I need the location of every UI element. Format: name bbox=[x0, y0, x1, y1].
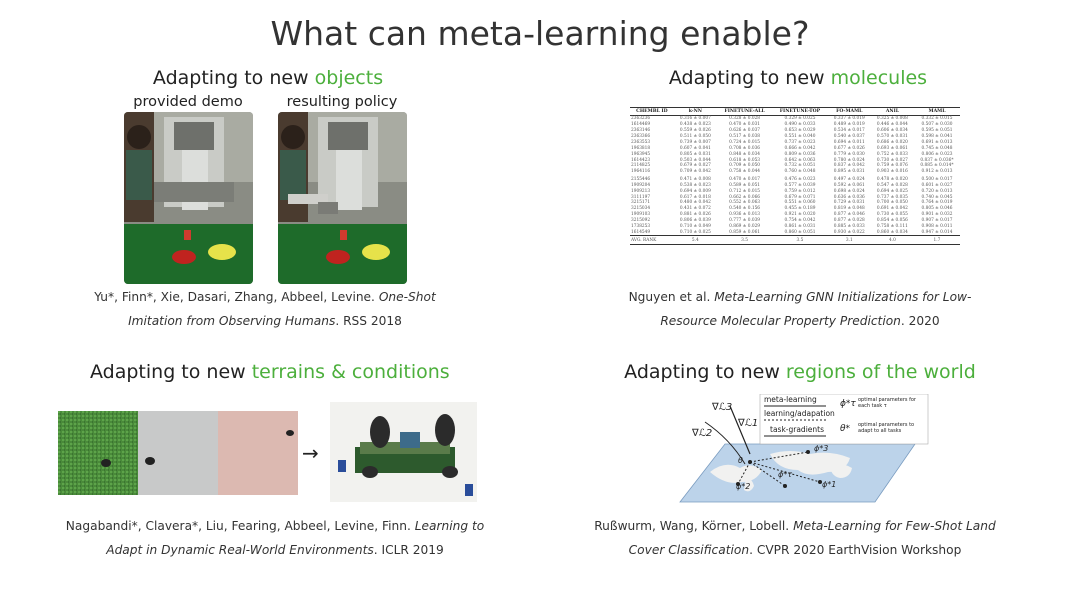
table-cell: 0.551 ± 0.040 bbox=[784, 134, 816, 140]
table-header-cell: FO-MAML bbox=[828, 108, 871, 116]
legend-meta-learning: meta-learning bbox=[764, 395, 817, 404]
table-cell: 0.729 ± 0.031 bbox=[833, 200, 865, 206]
table-cell: 0.666 ± 0.042 bbox=[784, 145, 816, 151]
table-cell: 0.930 ± 0.022 bbox=[833, 229, 865, 235]
table-cell: 0.724 ± 0.015 bbox=[729, 139, 761, 145]
table-cell: 0.489 ± 0.019 bbox=[833, 122, 865, 128]
table-header-row bbox=[630, 108, 960, 116]
table-cell: 0.936 ± 0.013 bbox=[729, 212, 761, 218]
table-cell: 0.438 ± 0.023 bbox=[679, 122, 711, 128]
table-cell: 0.709 ± 0.050 bbox=[729, 163, 761, 169]
table-cell: 0.497 ± 0.024 bbox=[833, 176, 865, 182]
table-cell: 0.709 ± 0.042 bbox=[679, 169, 711, 175]
table-cell: 3215171 bbox=[631, 200, 651, 206]
table-cell: 0.662 ± 0.066 bbox=[729, 194, 761, 200]
avg-rank-row bbox=[630, 236, 960, 245]
table-cell: 0.691 ± 0.013 bbox=[921, 139, 953, 145]
grad-l2-label: ∇ℒ2 bbox=[692, 428, 713, 439]
table-cell: 0.693 ± 0.061 bbox=[876, 145, 908, 151]
table-cell: 0.476 ± 0.023 bbox=[784, 176, 816, 182]
table-cell: 2363366 bbox=[631, 134, 651, 140]
heading-highlight: terrains & conditions bbox=[251, 361, 450, 383]
table-cell: 0.859 ± 0.061 bbox=[729, 229, 761, 235]
legend-task-gradients: task-gradients bbox=[770, 425, 824, 434]
arrow-right-icon: → bbox=[302, 441, 319, 465]
table-cell: 1963818 bbox=[631, 145, 651, 151]
table-cell: 0.595 ± 0.051 bbox=[921, 128, 953, 134]
table-cell: 0.730 ± 0.027 bbox=[876, 157, 908, 163]
table-cell: 0.471 ± 0.008 bbox=[679, 176, 711, 182]
table-cell: 0.470 ± 0.017 bbox=[729, 176, 761, 182]
table-cell: 0.470 ± 0.031 bbox=[729, 122, 761, 128]
theta-star-desc-line: optimal parameters to bbox=[858, 422, 915, 428]
slide-title: What can meta-learning enable? bbox=[270, 14, 810, 53]
phitau-label: ϕ*τ bbox=[778, 470, 793, 479]
table-cell: 0.907 ± 0.017 bbox=[921, 218, 953, 224]
terrains-citation bbox=[40, 514, 510, 562]
phi-star-desc-line: optimal parameters for bbox=[858, 397, 916, 403]
table-cell: 0.592 ± 0.061 bbox=[833, 182, 865, 188]
table-cell: 0.921 ± 0.020 bbox=[784, 212, 816, 218]
table-cell: 3.5 bbox=[717, 236, 772, 245]
table-cell: 0.606 ± 0.034 bbox=[876, 128, 908, 134]
table-cell: 0.617 ± 0.018 bbox=[679, 194, 711, 200]
results-table bbox=[630, 107, 960, 275]
table-cell: 0.679 ± 0.027 bbox=[679, 163, 711, 169]
table-cell: 0.901 ± 0.032 bbox=[921, 212, 953, 218]
table-cell: 1614423 bbox=[631, 157, 651, 163]
citation-venue: . CVPR 2020 EarthVision Workshop bbox=[749, 543, 962, 557]
table-cell: 0.805 ± 0.031 bbox=[679, 151, 711, 157]
table-cell: 0.759 ± 0.012 bbox=[784, 188, 816, 194]
terrain-strip bbox=[58, 411, 298, 495]
table-cell: 0.720 ± 0.013 bbox=[921, 188, 953, 194]
table-cell: 0.316 ± 0.007 bbox=[679, 116, 711, 122]
table-cell: 3215034 bbox=[631, 206, 651, 212]
table-cell: 0.332 ± 0.015 bbox=[921, 116, 953, 122]
citation-title: Learning to bbox=[414, 519, 485, 533]
table-cell: 0.517 ± 0.038 bbox=[729, 134, 761, 140]
table-cell: 1964116 bbox=[631, 169, 651, 175]
phi-star-desc-line: each task τ bbox=[858, 403, 887, 409]
citation-venue: . RSS 2018 bbox=[335, 314, 402, 328]
table-cell: 0.551 ± 0.060 bbox=[784, 200, 816, 206]
table-cell: 0.777 ± 0.039 bbox=[729, 218, 761, 224]
table-cell: 0.848 ± 0.034 bbox=[729, 151, 761, 157]
theta-label: θ bbox=[738, 456, 743, 465]
citation-authors: Nagabandi*, Clavera*, Liu, Fearing, Abbeel, Levine, Finn. bbox=[65, 519, 415, 533]
table-cell: 0.710 ± 0.025 bbox=[679, 229, 711, 235]
table-cell: 2155446 bbox=[631, 176, 651, 182]
heading-highlight: molecules bbox=[830, 67, 928, 89]
molecules-citation bbox=[600, 285, 1000, 333]
table-cell: 0.732 ± 0.051 bbox=[784, 163, 816, 169]
table-cell: 2363553 bbox=[631, 139, 651, 145]
table-cell: 0.480 ± 0.042 bbox=[679, 200, 711, 206]
citation-title: Meta-Learning for Few-Shot Land bbox=[793, 519, 996, 533]
table-header-cell: ANIL bbox=[871, 108, 914, 116]
table-cell: 0.854 ± 0.056 bbox=[876, 218, 908, 224]
table-cell: 0.626 ± 0.037 bbox=[729, 128, 761, 134]
table-cell: 0.708 ± 0.036 bbox=[729, 145, 761, 151]
table-cell: 0.779 ± 0.030 bbox=[833, 151, 865, 157]
table-cell: 3215092 bbox=[631, 218, 651, 224]
table-cell: 0.877 ± 0.028 bbox=[833, 218, 865, 224]
table-cell: 0.745 ± 0.048 bbox=[921, 145, 953, 151]
table-cell: 0.589 ± 0.051 bbox=[729, 182, 761, 188]
phi-star-symbol: ϕ*τ bbox=[840, 399, 856, 409]
table-cell: 0.780 ± 0.024 bbox=[833, 157, 865, 163]
table-cell: 1963945 bbox=[631, 151, 651, 157]
table-cell: 0.598 ± 0.041 bbox=[921, 134, 953, 140]
table-cell: 0.837 ± 0.042 bbox=[833, 163, 865, 169]
heading-highlight: regions of the world bbox=[785, 361, 976, 383]
table-cell: 5.4 bbox=[674, 236, 717, 245]
table-header-cell: k-NN bbox=[674, 108, 717, 116]
citation-authors: Nguyen et al. bbox=[628, 290, 715, 304]
demo-photo bbox=[124, 112, 253, 284]
table-cell: 0.686 ± 0.020 bbox=[876, 139, 908, 145]
table-cell: 0.694 ± 0.009 bbox=[679, 188, 711, 194]
table-cell: 0.881 ± 0.026 bbox=[679, 212, 711, 218]
molecules-heading bbox=[640, 67, 956, 89]
table-cell: 1.7 bbox=[914, 236, 960, 245]
table-cell: 0.691 ± 0.042 bbox=[876, 206, 908, 212]
table-cell: 0.540 ± 0.156 bbox=[729, 206, 761, 212]
table-cell: 0.739 ± 0.007 bbox=[679, 139, 711, 145]
table-cell: 0.547 ± 0.028 bbox=[876, 182, 908, 188]
heading-highlight: objects bbox=[314, 67, 384, 89]
table-cell: 1738253 bbox=[631, 223, 651, 229]
table-cell: 0.653 ± 0.029 bbox=[784, 128, 816, 134]
table-cell: 0.601 ± 0.027 bbox=[921, 182, 953, 188]
phi2-label: ϕ*2 bbox=[736, 482, 751, 491]
table-cell: 0.570 ± 0.031 bbox=[876, 134, 908, 140]
phi1-label: ϕ*1 bbox=[822, 480, 837, 489]
table-cell: 0.694 ± 0.025 bbox=[876, 188, 908, 194]
table-cell: 0.760 ± 0.048 bbox=[784, 169, 816, 175]
heading-prefix: Adapting to new bbox=[668, 67, 831, 89]
terrains-heading bbox=[90, 361, 450, 383]
table-cell: 2363236 bbox=[631, 116, 651, 122]
resulting-policy-label: resulting policy bbox=[286, 94, 398, 110]
table-cell: 3.5 bbox=[772, 236, 827, 245]
table-cell: 4.0 bbox=[871, 236, 914, 245]
table-cell: 1909204 bbox=[631, 182, 651, 188]
table-cell: 0.885 ± 0.014* bbox=[920, 163, 954, 169]
table-cell: 0.819 ± 0.048 bbox=[833, 206, 865, 212]
table-cell: 0.679 ± 0.071 bbox=[784, 194, 816, 200]
table-cell: 0.861 ± 0.031 bbox=[784, 223, 816, 229]
heading-prefix: Adapting to new bbox=[152, 67, 315, 89]
table-cell: 2114825 bbox=[631, 163, 651, 169]
table-cell: 0.754 ± 0.042 bbox=[784, 218, 816, 224]
table-cell: 0.947 ± 0.014 bbox=[921, 229, 953, 235]
heading-prefix: Adapting to new bbox=[90, 361, 252, 383]
robot-photo bbox=[330, 402, 477, 502]
table-cell: 0.806 ± 0.023 bbox=[921, 151, 953, 157]
citation-authors: Rußwurm, Wang, Körner, Lobell. bbox=[594, 519, 794, 533]
table-cell: 0.534 ± 0.017 bbox=[833, 128, 865, 134]
table-cell: 0.912 ± 0.013 bbox=[921, 169, 953, 175]
citation-title: Resource Molecular Property Prediction bbox=[660, 314, 901, 328]
table-cell: 0.698 ± 0.024 bbox=[833, 188, 865, 194]
table-cell: 0.511 ± 0.050 bbox=[679, 134, 711, 140]
table-cell: 2363146 bbox=[631, 128, 651, 134]
table-cell: 0.431 ± 0.072 bbox=[679, 206, 711, 212]
table-cell: 0.500 ± 0.017 bbox=[921, 176, 953, 182]
policy-photo bbox=[278, 112, 407, 284]
phi3-label: ϕ*3 bbox=[814, 444, 829, 453]
table-cell: 0.806 ± 0.039 bbox=[679, 218, 711, 224]
objects-citation bbox=[60, 285, 470, 333]
table-cell: 0.677 ± 0.026 bbox=[833, 145, 865, 151]
citation-title: Meta-Learning GNN Initializations for Low- bbox=[714, 290, 972, 304]
table-cell: 1909103 bbox=[631, 212, 651, 218]
heading-prefix: Adapting to new bbox=[624, 361, 786, 383]
provided-demo-label: provided demo bbox=[133, 94, 243, 110]
objects-heading bbox=[110, 67, 426, 89]
citation-title: Cover Classification bbox=[628, 543, 750, 557]
table-cell: 0.764 ± 0.019 bbox=[921, 200, 953, 206]
table-cell: 0.329 ± 0.025 bbox=[784, 116, 816, 122]
table-cell: 0.694 ± 0.011 bbox=[833, 139, 865, 145]
table-cell: 0.809 ± 0.036 bbox=[784, 151, 816, 157]
table-cell: 3111197 bbox=[631, 194, 651, 200]
theta-star-desc-line: adapt to all tasks bbox=[858, 428, 902, 434]
table-cell: 0.908 ± 0.011 bbox=[921, 223, 953, 229]
table-cell: 0.538 ± 0.023 bbox=[679, 182, 711, 188]
table-cell: 0.869 ± 0.029 bbox=[729, 223, 761, 229]
table-cell: 0.559 ± 0.026 bbox=[679, 128, 711, 134]
table-cell: 0.446 ± 0.044 bbox=[876, 122, 908, 128]
table-cell: 0.337 ± 0.019 bbox=[833, 116, 865, 122]
table-cell: 0.758 ± 0.044 bbox=[729, 169, 761, 175]
table-cell: 0.885 ± 0.033 bbox=[833, 223, 865, 229]
table-header-cell: CHEMBL ID bbox=[630, 108, 674, 116]
table-cell: 0.837 ± 0.036* bbox=[920, 157, 954, 163]
table-cell: 0.636 ± 0.036 bbox=[833, 194, 865, 200]
table-cell: 0.860 ± 0.034 bbox=[876, 229, 908, 235]
table-cell: 0.877 ± 0.046 bbox=[833, 212, 865, 218]
theta-star-symbol: θ* bbox=[840, 424, 851, 434]
table-row bbox=[630, 175, 960, 183]
meta-learning-diagram bbox=[650, 394, 940, 506]
citation-title: Adapt in Dynamic Real-World Environments bbox=[106, 543, 374, 557]
table-cell: 0.700 ± 0.050 bbox=[876, 200, 908, 206]
table-cell: 0.507 ± 0.030 bbox=[921, 122, 953, 128]
table-cell: 0.903 ± 0.016 bbox=[876, 169, 908, 175]
grad-l1-label: ∇ℒ1 bbox=[738, 418, 759, 429]
theta-star-description bbox=[858, 422, 914, 434]
table-cell: 0.577 ± 0.039 bbox=[784, 182, 816, 188]
legend-learning-adaptation: learning/adapation bbox=[764, 409, 835, 418]
table-body bbox=[630, 116, 960, 245]
table-cell: 0.712 ± 0.015 bbox=[729, 188, 761, 194]
table-cell: 0.758 ± 0.111 bbox=[876, 223, 908, 229]
table-cell: 0.325 ± 0.008 bbox=[876, 116, 908, 122]
table-cell: 0.895 ± 0.031 bbox=[833, 169, 865, 175]
table-cell: 0.737 ± 0.023 bbox=[784, 139, 816, 145]
table-cell: 0.759 ± 0.076 bbox=[876, 163, 908, 169]
table-cell: 0.740 ± 0.045 bbox=[921, 194, 953, 200]
table-header-cell: FINETUNE-ALL bbox=[717, 108, 772, 116]
table-cell: 0.805 ± 0.046 bbox=[921, 206, 953, 212]
table-header-cell: MAML bbox=[914, 108, 960, 116]
regions-citation bbox=[575, 514, 1015, 562]
phi-star-description bbox=[858, 397, 916, 409]
table-cell: 1614469 bbox=[631, 122, 651, 128]
regions-heading bbox=[600, 361, 1000, 383]
table-cell: AVG. RANK bbox=[630, 236, 674, 245]
table-cell: 1614549 bbox=[631, 229, 651, 235]
table-cell: 0.730 ± 0.055 bbox=[876, 212, 908, 218]
table-cell: 0.710 ± 0.049 bbox=[679, 223, 711, 229]
table-cell: 0.478 ± 0.020 bbox=[876, 176, 908, 182]
table-cell: 3.1 bbox=[828, 236, 871, 245]
table-cell: 0.860 ± 0.051 bbox=[784, 229, 816, 235]
table-cell: 1909213 bbox=[631, 188, 651, 194]
table-cell: 0.752 ± 0.033 bbox=[876, 151, 908, 157]
citation-venue: . 2020 bbox=[900, 314, 940, 328]
grad-l3-label: ∇ℒ3 bbox=[712, 402, 733, 413]
citation-venue: . ICLR 2019 bbox=[373, 543, 444, 557]
citation-title: Imitation from Observing Humans bbox=[128, 314, 336, 328]
table-cell: 0.607 ± 0.041 bbox=[679, 145, 711, 151]
citation-title: One-Shot bbox=[378, 290, 436, 304]
table-cell: 0.540 ± 0.037 bbox=[833, 134, 865, 140]
citation-authors: Yu*, Finn*, Xie, Dasari, Zhang, Abbeel, Levine. bbox=[94, 290, 379, 304]
table-cell: 0.552 ± 0.063 bbox=[729, 200, 761, 206]
table-cell: 0.618 ± 0.053 bbox=[729, 157, 761, 163]
table-cell: 0.503 ± 0.044 bbox=[679, 157, 711, 163]
table-cell: 0.490 ± 0.033 bbox=[784, 122, 816, 128]
table-cell: 0.455 ± 0.189 bbox=[784, 206, 816, 212]
table-cell: 0.642 ± 0.063 bbox=[784, 157, 816, 163]
table-header-cell: FINETUNE-TOP bbox=[772, 108, 827, 116]
table-cell: 0.328 ± 0.028 bbox=[729, 116, 761, 122]
table-cell: 0.737 ± 0.035 bbox=[876, 194, 908, 200]
